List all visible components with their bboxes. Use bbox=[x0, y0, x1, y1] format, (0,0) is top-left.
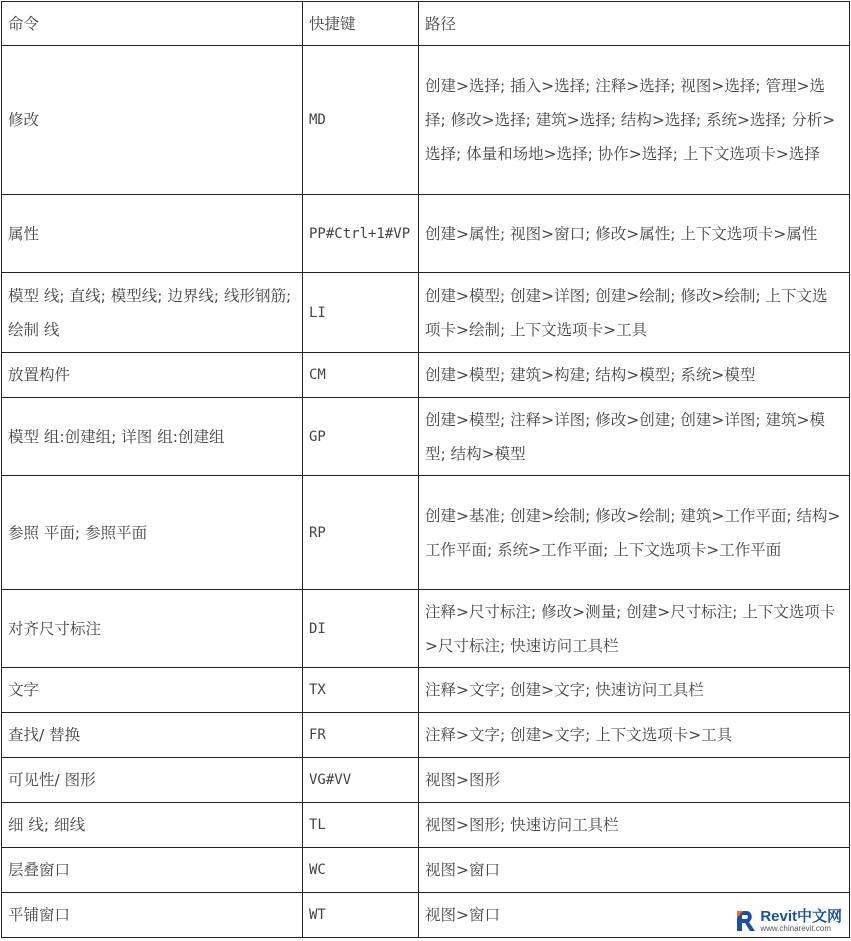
path-cell: 创建>模型; 建筑>构建; 结构>模型; 系统>模型 bbox=[419, 353, 850, 398]
header-path: 路径 bbox=[419, 2, 850, 46]
shortcut-cell: CM bbox=[303, 353, 419, 398]
command-cell: 平铺窗口 bbox=[2, 893, 303, 938]
shortcut-cell: TL bbox=[303, 803, 419, 848]
path-cell: 创建>基准; 创建>绘制; 修改>绘制; 建筑>工作平面; 结构>工作平面; 系统>工作平面; 上下文选项卡>工作平面 bbox=[419, 476, 850, 590]
shortcut-cell: WT bbox=[303, 893, 419, 938]
shortcut-cell: DI bbox=[303, 590, 419, 668]
path-cell: 创建>选择; 插入>选择; 注释>选择; 视图>选择; 管理>选择; 修改>选择; 建筑>选择; 结构>选择; 系统>选择; 分析>选择; 体量和场地>选择; 协作>选择; 上下文选项卡>选择 bbox=[419, 46, 850, 195]
shortcut-cell: PP#Ctrl+1#VP bbox=[303, 195, 419, 273]
header-command: 命令 bbox=[2, 2, 303, 46]
table-row bbox=[2, 195, 850, 273]
table-row bbox=[2, 668, 850, 713]
table-row bbox=[2, 713, 850, 758]
path-cell: 创建>属性; 视图>窗口; 修改>属性; 上下文选项卡>属性 bbox=[419, 195, 850, 273]
path-cell: 视图>图形; 快速访问工具栏 bbox=[419, 803, 850, 848]
shortcut-cell: TX bbox=[303, 668, 419, 713]
command-cell: 修改 bbox=[2, 46, 303, 195]
shortcut-cell: RP bbox=[303, 476, 419, 590]
watermark-brand: Revit中文网 bbox=[760, 908, 842, 925]
command-cell: 对齐尺寸标注 bbox=[2, 590, 303, 668]
header-row bbox=[2, 2, 850, 46]
table-row bbox=[2, 848, 850, 893]
revit-logo-icon bbox=[734, 909, 756, 933]
table-row bbox=[2, 893, 850, 938]
path-cell: 视图>图形 bbox=[419, 758, 850, 803]
command-cell: 层叠窗口 bbox=[2, 848, 303, 893]
shortcut-table bbox=[1, 1, 850, 938]
table-row bbox=[2, 803, 850, 848]
path-cell: 视图>窗口 bbox=[419, 893, 850, 938]
path-cell: 注释>尺寸标注; 修改>测量; 创建>尺寸标注; 上下文选项卡>尺寸标注; 快速访问工具栏 bbox=[419, 590, 850, 668]
path-cell: 创建>模型; 注释>详图; 修改>创建; 创建>详图; 建筑>模型; 结构>模型 bbox=[419, 398, 850, 476]
table-row bbox=[2, 398, 850, 476]
path-cell: 注释>文字; 创建>文字; 上下文选项卡>工具 bbox=[419, 713, 850, 758]
table-row bbox=[2, 476, 850, 590]
path-cell: 创建>模型; 创建>详图; 创建>绘制; 修改>绘制; 上下文选项卡>绘制; 上下文选项卡>工具 bbox=[419, 273, 850, 353]
table-row bbox=[2, 353, 850, 398]
watermark bbox=[731, 907, 845, 935]
path-cell: 视图>窗口 bbox=[419, 848, 850, 893]
command-cell: 模型 组:创建组; 详图 组:创建组 bbox=[2, 398, 303, 476]
table-row bbox=[2, 46, 850, 195]
command-cell: 可见性/ 图形 bbox=[2, 758, 303, 803]
command-cell: 细 线; 细线 bbox=[2, 803, 303, 848]
shortcut-cell: GP bbox=[303, 398, 419, 476]
command-cell: 放置构件 bbox=[2, 353, 303, 398]
command-cell: 文字 bbox=[2, 668, 303, 713]
path-cell: 注释>文字; 创建>文字; 快速访问工具栏 bbox=[419, 668, 850, 713]
shortcut-cell: VG#VV bbox=[303, 758, 419, 803]
command-cell: 模型 线; 直线; 模型线; 边界线; 线形钢筋; 绘制 线 bbox=[2, 273, 303, 353]
command-cell: 查找/ 替换 bbox=[2, 713, 303, 758]
shortcut-cell: LI bbox=[303, 273, 419, 353]
shortcut-cell: MD bbox=[303, 46, 419, 195]
command-cell: 属性 bbox=[2, 195, 303, 273]
watermark-url: www.chinarevit.com bbox=[760, 924, 831, 933]
shortcut-cell: FR bbox=[303, 713, 419, 758]
table-row bbox=[2, 758, 850, 803]
command-cell: 参照 平面; 参照平面 bbox=[2, 476, 303, 590]
table-row bbox=[2, 590, 850, 668]
table-row bbox=[2, 273, 850, 353]
header-shortcut: 快捷键 bbox=[303, 2, 419, 46]
shortcut-cell: WC bbox=[303, 848, 419, 893]
